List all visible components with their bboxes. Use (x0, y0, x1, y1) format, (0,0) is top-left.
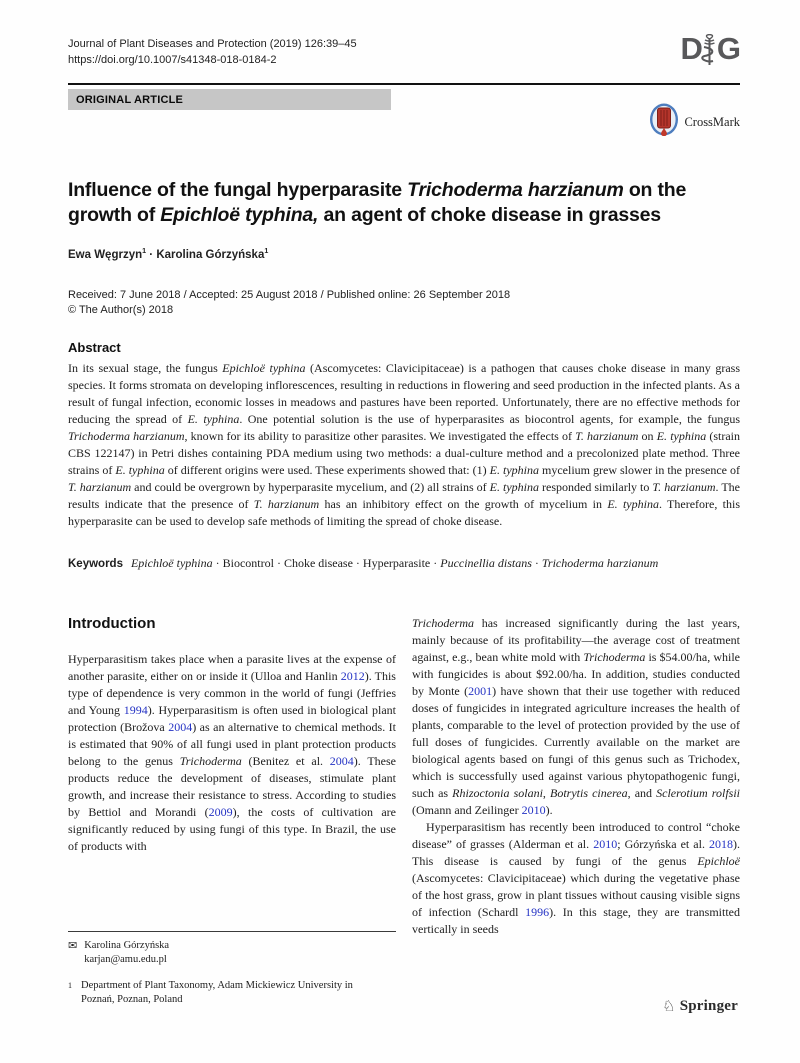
citation-link[interactable]: 1994 (123, 703, 148, 717)
keywords-heading: Keywords (68, 558, 123, 570)
envelope-icon: ✉ (68, 940, 78, 952)
dpg-logo-letter-d: D (680, 31, 702, 66)
springer-logo (662, 997, 738, 1016)
footnote-divider (68, 931, 396, 932)
header-divider (68, 83, 740, 85)
article-history-line: Received: 7 June 2018 / Accepted: 25 August 2018 / Published online: 26 September 2018 (68, 289, 511, 301)
journal-citation-line: Journal of Plant Diseases and Protection (2019) 126:39–45 (68, 38, 357, 50)
article-type-banner: ORIGINAL ARTICLE (68, 89, 391, 110)
affiliation-marker: 1 (68, 981, 72, 990)
intro-paragraph-right-1: Trichoderma has increased significantly during the last years, mainly because of its profitability—the average cost of treatment against, e.g., bean white mold with Trichoderma is $54.00/ha, while with fungicides is about $92.00/ha. In addition, studies conducted by Monte (2001) have shown that their use together with reduced doses of fungicides in integrated agriculture increases the health of plants, comparable to the level of protection provided by the use of full doses of fungicides. Currently available on the market are biological agents based on fungi of this genus such as Trichodex, which is successfully used against various phytopathogenic fungi, such as Rhizoctonia solani, Botrytis cinerea, and Sclerotium rolfsii (Omann and Zeilinger 2010). (412, 616, 741, 817)
corresponding-author-email[interactable]: karjan@amu.edu.pl (84, 954, 167, 965)
author-list: Ewa Węgrzyn$^1$ · Karolina Górzyńska$^1$ (68, 247, 269, 261)
article-title: Influence of the fungal hyperparasite Trichoderma harzianum on the growth of Epichloë typhina, an agent of choke disease in grasses (68, 179, 687, 226)
affiliation-text: Department of Plant Taxonomy, Adam Mickiewicz University in Poznań, Poznan, Poland (81, 980, 353, 1005)
intro-paragraph-right-2: Hyperparasitism has recently been introduced to control “choke disease” of grasses (Alderman et al. 2010; Górzyńska et al. 2018). This disease is caused by fungi of the genus Epichloë (Ascomycetes: Clavicipitaceae) which during the vegetative phase of the host grass, grow in plant tissues without causing visible signs of infection (Schardl 1996). In this stage, they are transmitted vertically in seeds (412, 820, 740, 936)
left-column (68, 615, 396, 1007)
dpg-logo (680, 31, 740, 73)
page-header (68, 31, 740, 73)
introduction-heading: Introduction (68, 615, 156, 632)
citation-link[interactable]: 2010 (593, 837, 618, 851)
citation-link[interactable]: 1996 (525, 905, 550, 919)
dpg-logo-letter-g: G (716, 31, 740, 66)
copyright-line: © The Author(s) 2018 (68, 304, 174, 316)
crossmark-badge[interactable] (649, 103, 740, 141)
crossmark-icon (649, 103, 679, 141)
doi-link[interactable]: https://doi.org/10.1007/s41348-018-0184-2 (68, 54, 277, 66)
springer-horse-icon: ♘ (662, 999, 676, 1015)
keywords-line (68, 556, 740, 571)
abstract-heading: Abstract (68, 340, 121, 355)
right-column (412, 615, 740, 1007)
springer-label: Springer (679, 998, 738, 1014)
dpg-staff-icon (702, 34, 717, 73)
citation-link[interactable]: 2004 (168, 720, 193, 734)
keywords-values: Epichloë typhina · Biocontrol · Choke disease · Hyperparasite · Puccinellia distans · Trichoderma harzianum (130, 556, 659, 570)
citation-link[interactable]: 2001 (468, 684, 493, 698)
corresponding-author-name: Karolina Górzyńska (84, 940, 170, 951)
footnote-block (68, 931, 396, 1007)
citation-link[interactable]: 2018 (709, 837, 733, 851)
citation-link[interactable]: 2004 (329, 754, 354, 768)
citation-link[interactable]: 2012 (340, 669, 365, 683)
intro-paragraph-left: Hyperparasitism takes place when a parasite lives at the expense of another parasite, either on or inside it (Ulloa and Hanlin 2012). This type of dependence is very common in the world of fungi (Jeffries and Young 1994). Hyperparasitism is often used in biological plant protection (Brožova 2004) as an alternative to chemical methods. It is estimated that 90% of all fungi used in plant protection products belong to the genus Trichoderma (Benitez et al. 2004). These products reduce the development of diseases, stimulate plant growth, and increase their resistance to stress. According to studies by Bettiol and Morandi (2009), the costs of cultivation are significantly reduced by using fungi of this type. In Brazil, the use of products with (68, 652, 396, 853)
two-column-body (68, 615, 740, 1007)
citation-link[interactable]: 2009 (208, 805, 233, 819)
abstract-body: In its sexual stage, the fungus Epichloë typhina (Ascomycetes: Clavicipitaceae) is a pathogen that causes choke disease in many grass species. It forms stromata on developing inflorescences, resulting in reductions in flowering and seed production in the infected plants. As a result of fungal infection, economic losses in meadows and pastures have been reported. Unfortunately, there are no effective methods for reducing the spread of E. typhina. One potential solution is the use of hyperparasites as biocontrol agents, for example, the fungus Trichoderma harzianum, known for its ability to parasitize other parasites. We investigated the effects of T. harzianum on E. typhina (strain CBS 122147) in Petri dishes containing PDA medium using two methods: a dual-culture method and a precolonized plate method. Three strains of E. typhina of different origins were used. These experiments showed that: (1) E. typhina mycelium grew slower in the presence of T. harzianum and could be overgrown by hyperparasite mycelium, and (2) all strains of E. typhina responded similarly to T. harzianum. The results indicate that the presence of T. harzianum has an inhibitory effect on the growth of mycelium in E. typhina. Therefore, this hyperparasite can be used to develop safe methods of limiting the spread of choke disease. (68, 361, 741, 528)
crossmark-label: CrossMark (684, 114, 740, 129)
citation-link[interactable]: 2010 (521, 803, 546, 817)
